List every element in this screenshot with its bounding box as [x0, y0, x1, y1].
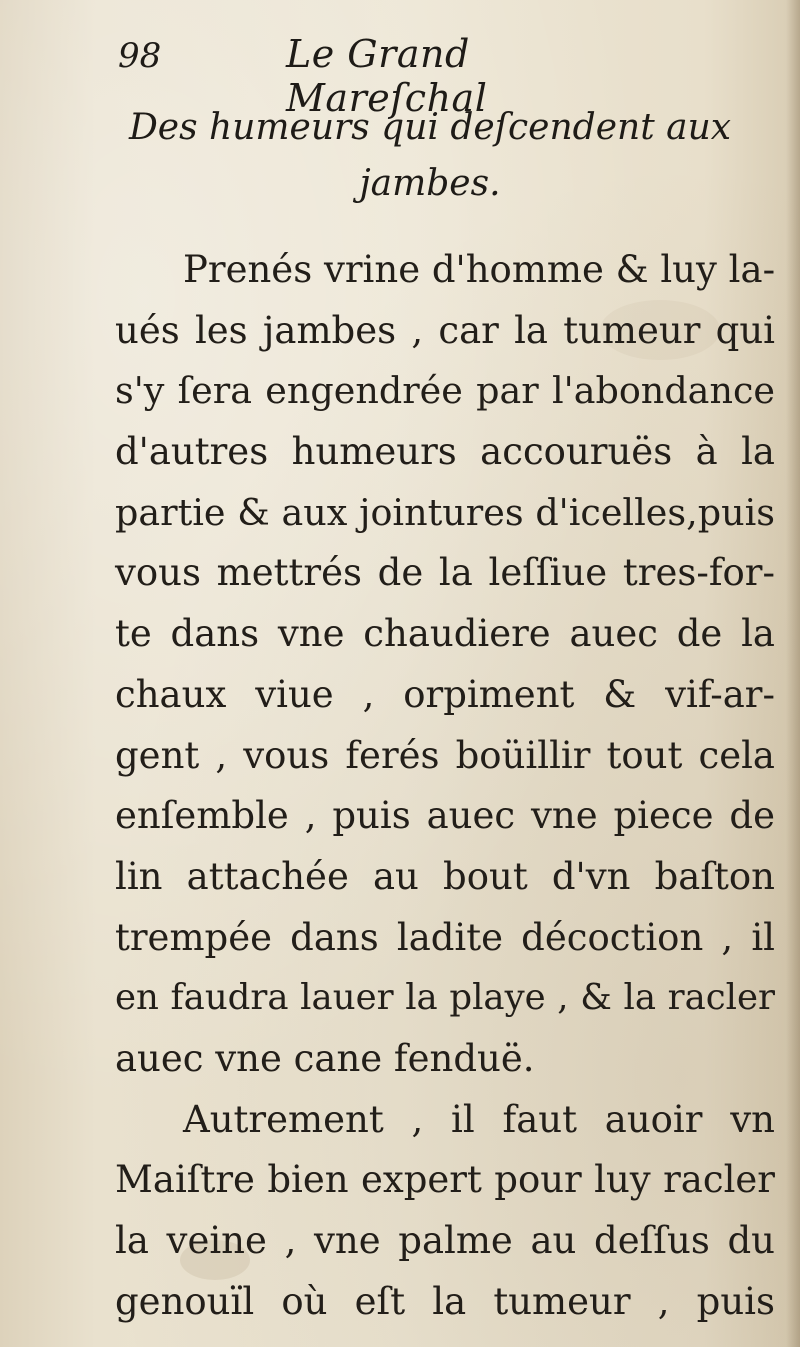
text-line: Autrement , il faut auoir vn — [183, 1097, 775, 1141]
text-line: la veine , vne palme au deſſus du — [115, 1219, 775, 1262]
running-title: Le Grand Mareſchal — [286, 32, 488, 120]
text-line: partie & aux jointures d'icelles,puis — [115, 490, 775, 534]
text-line: gent , vous ferés boüillir tout cela — [115, 733, 775, 777]
text-line: d'autres humeurs accouruës à la — [115, 430, 775, 474]
text-line: Prenés vrine d'homme & luy la- — [183, 248, 776, 291]
text-line: s'y ſera engendrée par l'abondance — [115, 369, 775, 413]
text-line: auec vne cane fenduë. — [115, 1036, 535, 1080]
text-line: te dans vne chaudiere auec de la — [115, 612, 775, 656]
text-line: chaux viue , orpiment & vif-ar- — [115, 672, 775, 716]
text-line: genouïl où eſt la tumeur , puis — [115, 1279, 775, 1323]
section-title-line: Des humeurs qui deſcendent aux — [128, 107, 732, 148]
text-line: vous mettrés de la leſſiue tres-for- — [115, 551, 775, 595]
text-line: en faudra lauer la playe , & la racler — [115, 977, 775, 1019]
text-line: ués les jambes , car la tumeur qui — [115, 308, 775, 352]
text-line: lin attachée au bout d'vn baſton — [115, 854, 775, 898]
body-text — [115, 240, 775, 1332]
page-header — [118, 28, 678, 120]
text-line: enſemble , puis auec vne piece de — [115, 794, 775, 838]
section-title-line: jambes. — [359, 163, 501, 204]
text-line: trempée dans ladite décoction , il — [115, 915, 775, 959]
text-line: Maiſtre bien expert pour luy racler — [115, 1158, 775, 1202]
page-number: 98 — [118, 36, 162, 76]
section-title — [110, 100, 750, 212]
